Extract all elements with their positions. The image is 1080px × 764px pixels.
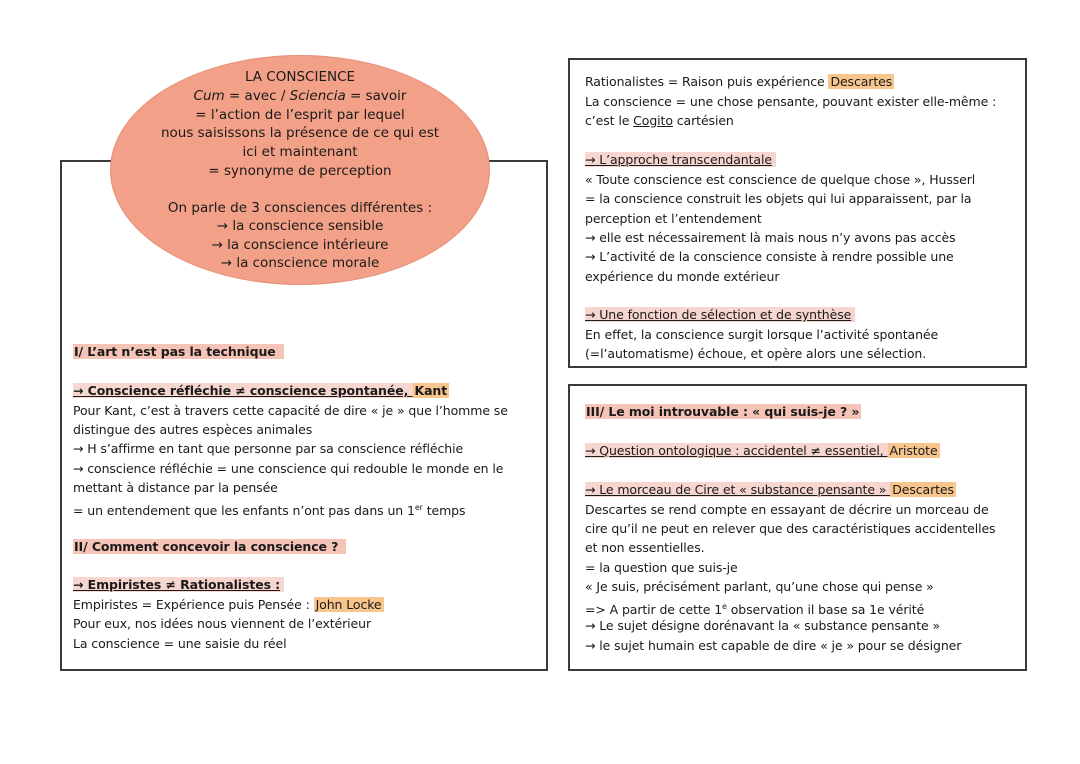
br-line-7: → Le sujet désigne dorénavant la « substance pensante » — [585, 618, 941, 633]
tr-line-8: → L’activité de la conscience consiste à rendre possible une — [585, 249, 954, 264]
etym-sciencia: Sciencia — [289, 88, 346, 104]
oval-item-2: → la conscience intérieure — [211, 237, 389, 253]
oval-etymology — [110, 87, 490, 106]
tr-heading-1: → L’approche transcendantale — [585, 150, 776, 169]
br-line-3: et non essentielles. — [585, 540, 705, 555]
john-locke-name: John Locke — [315, 597, 382, 612]
oval-item-1: → la conscience sensible — [216, 218, 384, 234]
descartes-name-2: Descartes — [892, 482, 954, 497]
tr-line-11: (=l’automatisme) échoue, et opère alors une sélection. — [585, 346, 927, 361]
tr-heading-2: → Une fonction de sélection et de synthèse — [585, 305, 855, 324]
tr-line-7: → elle est nécessairement là mais nous n’y avons pas accès — [585, 230, 956, 245]
left-line-9: La conscience = une saisie du réel — [73, 636, 287, 651]
oval-title: LA CONSCIENCE — [244, 69, 356, 85]
etym-end: = savoir — [345, 88, 407, 104]
section-2-title: II/ Comment concevoir la conscience ? — [73, 537, 346, 556]
left-line-3: → H s’affirme en tant que personne par sa conscience réfléchie — [73, 441, 464, 456]
left-line-1: Pour Kant, c’est à travers cette capacité de dire « je » que l’homme se — [73, 403, 508, 418]
section-1-title: I/ L’art n’est pas la technique — [73, 342, 284, 361]
br-heading-2: → Le morceau de Cire et « substance pensante » Descartes — [585, 482, 954, 497]
tr-line-9: expérience du monde extérieur — [585, 269, 780, 284]
oval-def-1: = l’action de l’esprit par lequel — [195, 107, 405, 123]
tr-line-1: Rationalistes = Raison puis expérience Descartes — [585, 74, 893, 89]
br-line-1: Descartes se rend compte en essayant de décrire un morceau de — [585, 502, 989, 517]
tr-line-3: c’est le Cogito cartésien — [585, 113, 734, 128]
br-heading-1: → Question ontologique : accidentel ≠ essentiel, Aristote — [585, 443, 938, 458]
etym-mid: = avec / — [224, 88, 290, 104]
left-line-2: distingue des autres espèces animales — [73, 422, 313, 437]
section-1-subtitle: → Conscience réfléchie ≠ conscience spontanée, Kant — [73, 383, 448, 398]
br-line-2: cire qu’il ne peut en relever que des caractéristiques accidentelles — [585, 521, 996, 536]
descartes-name: Descartes — [830, 74, 893, 89]
left-line-5: mettant à distance par la pensée — [73, 480, 278, 495]
oval-item-3: → la conscience morale — [220, 255, 380, 271]
br-line-8: → le sujet humain est capable de dire « je » pour se désigner — [585, 638, 962, 653]
left-line-7: Empiristes = Expérience puis Pensée : John Locke — [73, 597, 382, 612]
oval-def-4: = synonyme de perception — [208, 163, 392, 179]
section-3-title: III/ Le moi introuvable : « qui suis-je ? » — [586, 404, 860, 419]
br-line-6: => A partir de cette 1e observation il base sa 1e vérité — [585, 602, 925, 618]
left-line-6: = un entendement que les enfants n’ont pas dans un 1er temps — [73, 503, 466, 519]
tr-line-6: perception et l’entendement — [585, 211, 762, 226]
oval-def-3: ici et maintenant — [242, 144, 358, 160]
br-line-5: « Je suis, précisément parlant, qu’une chose qui pense » — [585, 579, 934, 594]
oval-def-2: nous saisissons la présence de ce qui est — [160, 125, 440, 141]
kant-name: Kant — [414, 383, 448, 398]
tr-line-5: = la conscience construit les objets qui lui apparaissent, par la — [585, 191, 972, 206]
tr-line-10: En effet, la conscience surgit lorsque l’activité spontanée — [585, 327, 939, 342]
left-line-8: Pour eux, nos idées nous viennent de l’extérieur — [73, 616, 372, 631]
br-line-4: = la question que suis-je — [585, 560, 738, 575]
left-line-4: → conscience réfléchie = une conscience qui redouble le monde en le — [73, 461, 504, 476]
section-2-subtitle: → Empiristes ≠ Rationalistes : — [73, 575, 284, 594]
aristote-name: Aristote — [889, 443, 938, 458]
tr-line-2: La conscience = une chose pensante, pouvant exister elle-même : — [585, 94, 997, 109]
etym-cum: Cum — [193, 88, 225, 104]
tr-line-4: « Toute conscience est conscience de quelque chose », Husserl — [585, 172, 976, 187]
oval-intro: On parle de 3 consciences différentes : — [167, 200, 433, 216]
